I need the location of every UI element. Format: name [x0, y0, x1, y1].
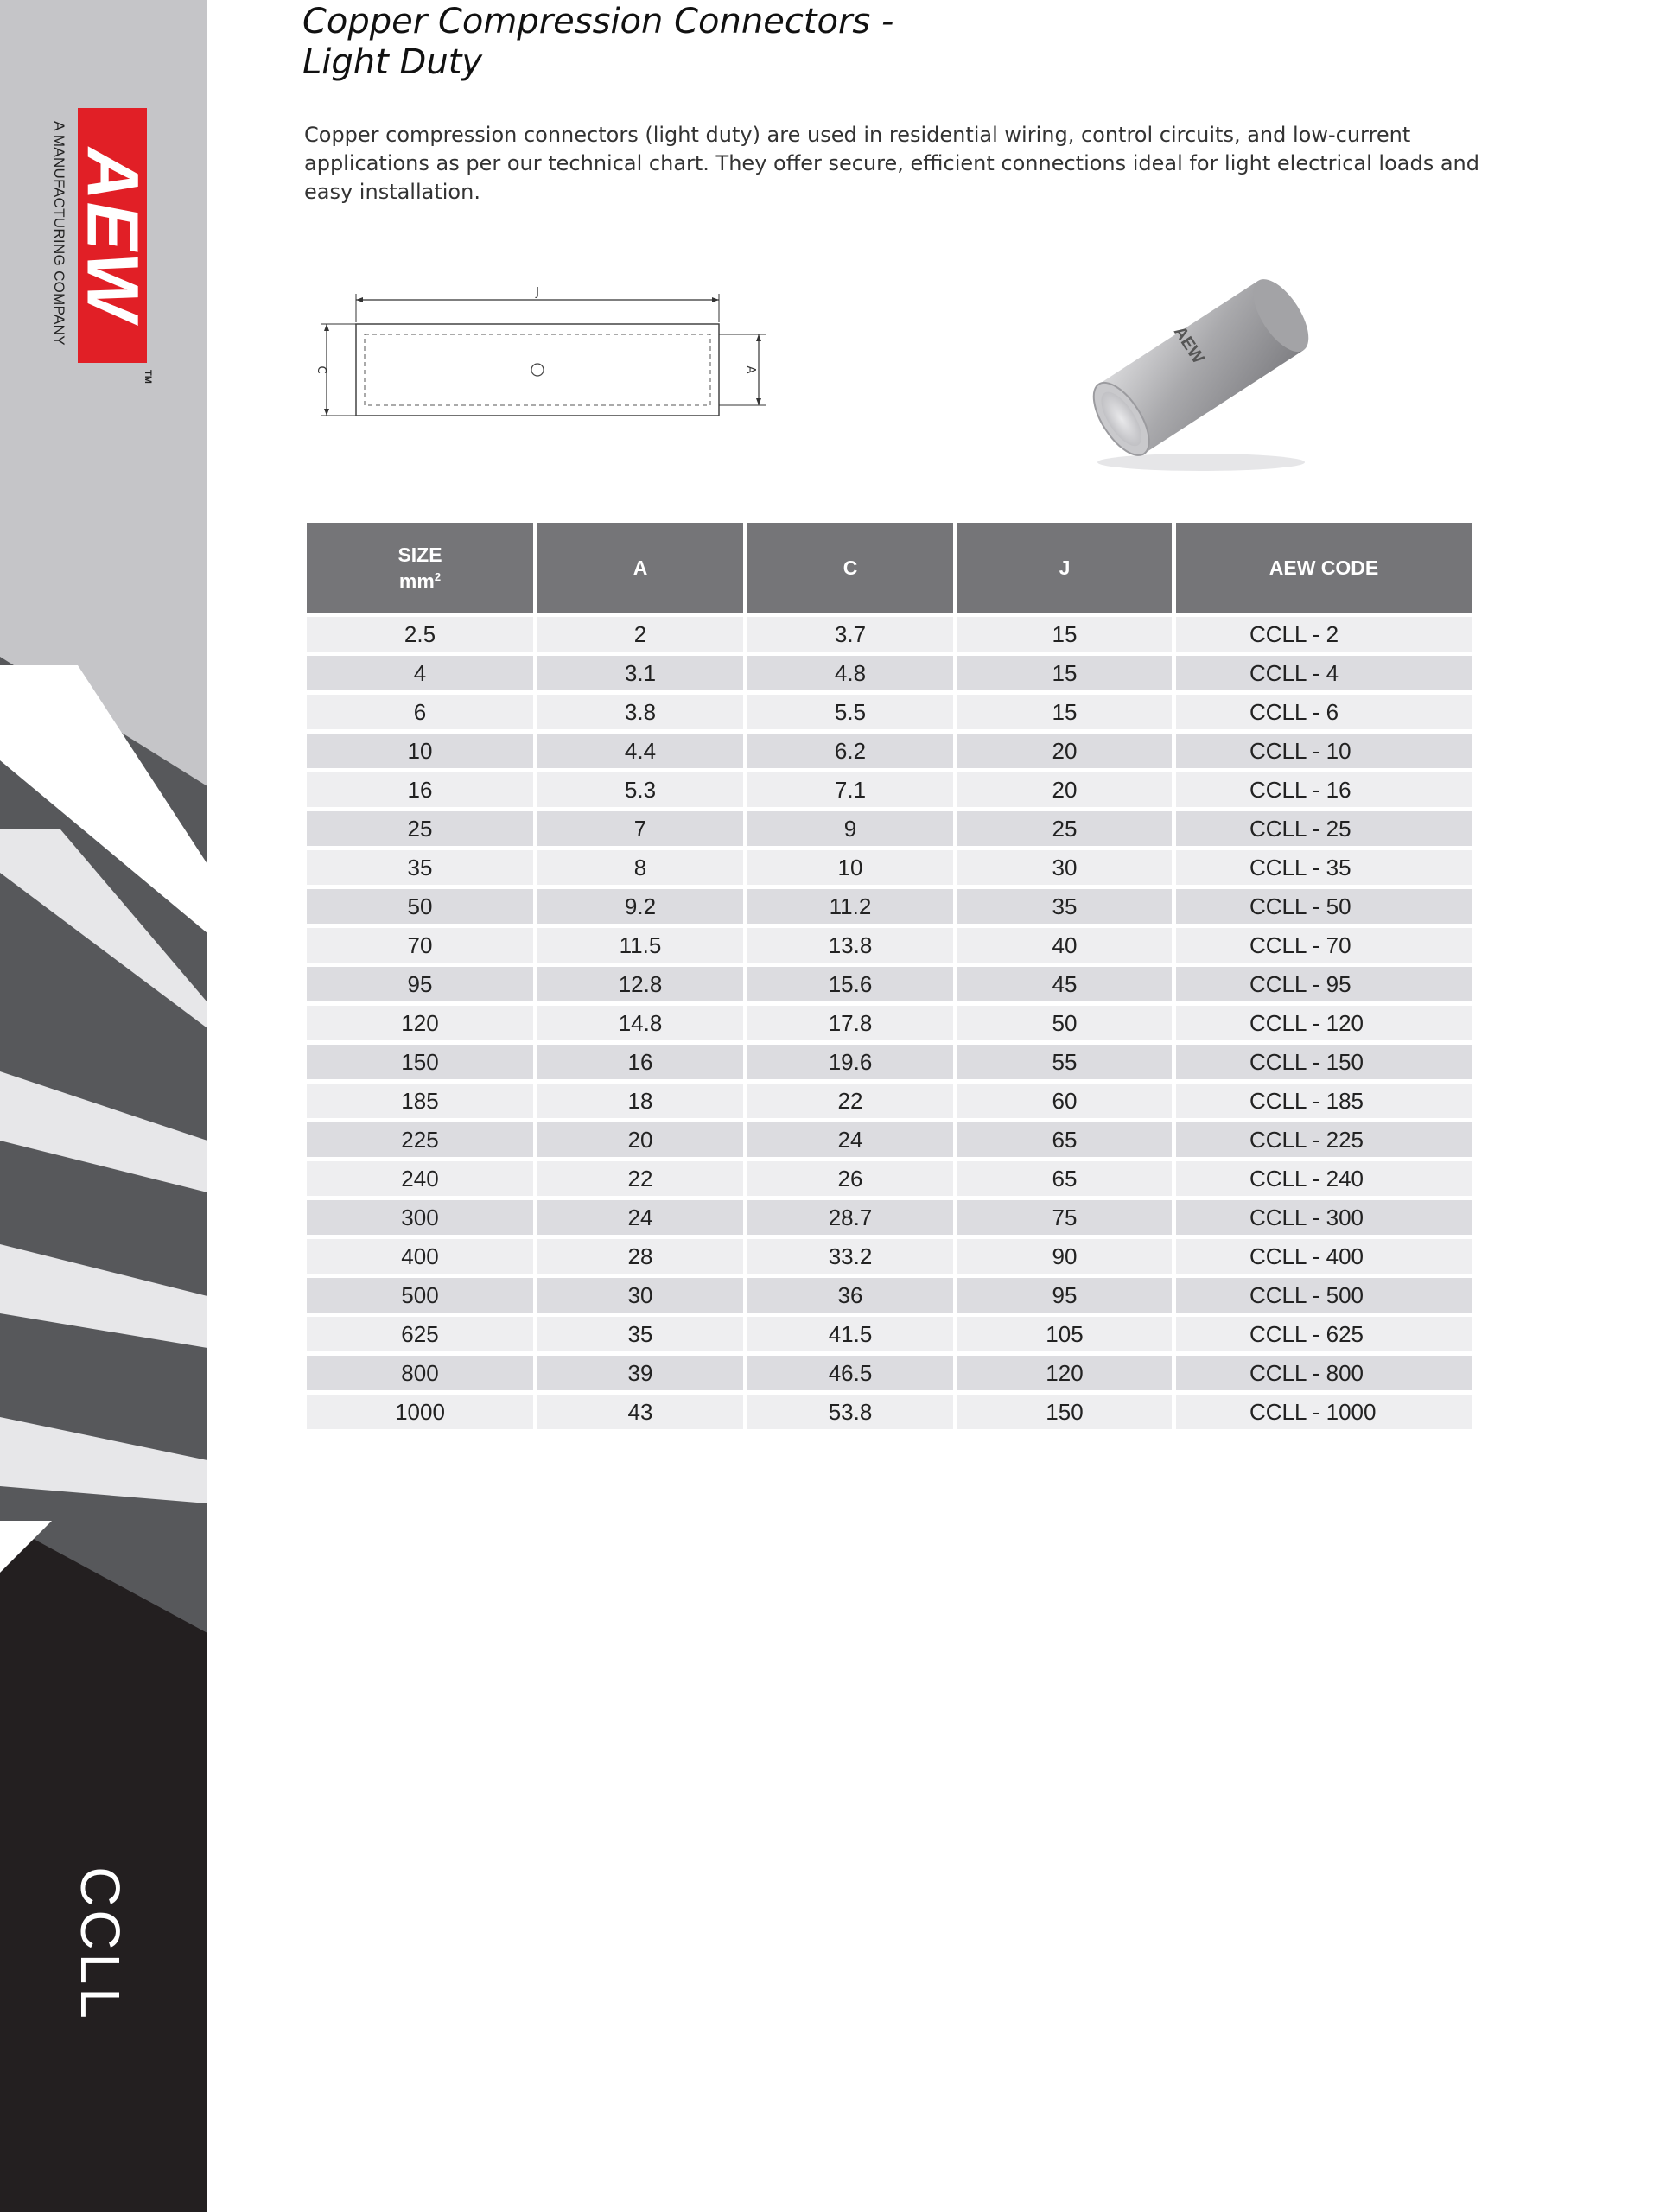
cell-c: 7.1	[747, 772, 953, 807]
cell-c: 15.6	[747, 967, 953, 1001]
cell-a: 3.1	[537, 656, 743, 690]
table-row	[307, 1045, 1472, 1079]
technical-drawing	[311, 281, 778, 432]
cell-size: 70	[307, 928, 533, 963]
cell-c: 41.5	[747, 1317, 953, 1351]
cell-code: CCLL - 10	[1176, 734, 1472, 768]
cell-c: 28.7	[747, 1200, 953, 1235]
dimension-label-c: C	[315, 365, 327, 374]
cell-a: 20	[537, 1122, 743, 1157]
header-size-unit: mm	[398, 569, 435, 593]
cell-size: 185	[307, 1084, 533, 1118]
cell-c: 46.5	[747, 1356, 953, 1390]
cell-a: 22	[537, 1161, 743, 1196]
cell-code: CCLL - 1000	[1176, 1395, 1472, 1429]
table-row	[307, 850, 1472, 885]
cell-size: 500	[307, 1278, 533, 1313]
cell-a: 24	[537, 1200, 743, 1235]
cell-c: 13.8	[747, 928, 953, 963]
header-a: A	[537, 523, 743, 613]
cell-code: CCLL - 120	[1176, 1006, 1472, 1040]
cell-code: CCLL - 400	[1176, 1239, 1472, 1274]
cell-j: 55	[957, 1045, 1172, 1079]
cell-size: 6	[307, 695, 533, 729]
table-row	[307, 1006, 1472, 1040]
cell-a: 12.8	[537, 967, 743, 1001]
specification-table	[302, 518, 1476, 1433]
cell-size: 4	[307, 656, 533, 690]
cell-c: 6.2	[747, 734, 953, 768]
cell-c: 53.8	[747, 1395, 953, 1429]
table-row	[307, 734, 1472, 768]
cell-code: CCLL - 25	[1176, 811, 1472, 846]
cell-code: CCLL - 70	[1176, 928, 1472, 963]
title-line-2: Light Duty	[302, 42, 483, 82]
cell-size: 120	[307, 1006, 533, 1040]
cell-c: 36	[747, 1278, 953, 1313]
table-row	[307, 1122, 1472, 1157]
cell-size: 240	[307, 1161, 533, 1196]
header-size	[307, 523, 533, 613]
cell-a: 16	[537, 1045, 743, 1079]
header-code: AEW CODE	[1176, 523, 1472, 613]
cell-j: 45	[957, 967, 1172, 1001]
cell-a: 2	[537, 617, 743, 652]
cell-a: 14.8	[537, 1006, 743, 1040]
cell-code: CCLL - 500	[1176, 1278, 1472, 1313]
cell-size: 16	[307, 772, 533, 807]
cell-j: 20	[957, 734, 1172, 768]
table-row	[307, 695, 1472, 729]
brand-sidebar	[0, 0, 207, 2212]
cell-size: 1000	[307, 1395, 533, 1429]
cell-c: 17.8	[747, 1006, 953, 1040]
cell-a: 5.3	[537, 772, 743, 807]
cell-j: 105	[957, 1317, 1172, 1351]
dimension-label-a: A	[744, 365, 757, 374]
cell-a: 35	[537, 1317, 743, 1351]
cell-j: 40	[957, 928, 1172, 963]
cell-code: CCLL - 800	[1176, 1356, 1472, 1390]
cell-a: 4.4	[537, 734, 743, 768]
cell-size: 800	[307, 1356, 533, 1390]
header-j: J	[957, 523, 1172, 613]
cell-j: 25	[957, 811, 1172, 846]
cell-c: 10	[747, 850, 953, 885]
cell-size: 50	[307, 889, 533, 924]
cell-a: 11.5	[537, 928, 743, 963]
cell-code: CCLL - 300	[1176, 1200, 1472, 1235]
cell-a: 8	[537, 850, 743, 885]
cell-c: 26	[747, 1161, 953, 1196]
title-line-1: Copper Compression Connectors -	[302, 2, 894, 41]
cell-c: 33.2	[747, 1239, 953, 1274]
cell-a: 30	[537, 1278, 743, 1313]
cell-size: 150	[307, 1045, 533, 1079]
cell-size: 25	[307, 811, 533, 846]
cell-size: 225	[307, 1122, 533, 1157]
cell-size: 35	[307, 850, 533, 885]
table-row	[307, 889, 1472, 924]
cell-code: CCLL - 185	[1176, 1084, 1472, 1118]
cell-size: 625	[307, 1317, 533, 1351]
cell-j: 75	[957, 1200, 1172, 1235]
cell-j: 50	[957, 1006, 1172, 1040]
cell-c: 22	[747, 1084, 953, 1118]
cell-a: 18	[537, 1084, 743, 1118]
connector-image	[1071, 246, 1365, 488]
cell-code: CCLL - 225	[1176, 1122, 1472, 1157]
table-row	[307, 772, 1472, 807]
cell-code: CCLL - 2	[1176, 617, 1472, 652]
cell-a: 7	[537, 811, 743, 846]
table-row	[307, 1278, 1472, 1313]
table-row	[307, 1200, 1472, 1235]
product-code: CCLL	[69, 1866, 131, 2022]
cell-c: 4.8	[747, 656, 953, 690]
table-header-row	[307, 523, 1472, 613]
cell-j: 35	[957, 889, 1172, 924]
cell-c: 3.7	[747, 617, 953, 652]
cell-code: CCLL - 6	[1176, 695, 1472, 729]
table-row	[307, 811, 1472, 846]
cell-c: 9	[747, 811, 953, 846]
table-row	[307, 928, 1472, 963]
cell-code: CCLL - 150	[1176, 1045, 1472, 1079]
cell-c: 24	[747, 1122, 953, 1157]
page-title	[302, 2, 1080, 83]
cell-j: 15	[957, 656, 1172, 690]
cell-size: 95	[307, 967, 533, 1001]
table-row	[307, 1239, 1472, 1274]
table-row	[307, 967, 1472, 1001]
cell-c: 19.6	[747, 1045, 953, 1079]
brand-logo-text: AEW	[72, 148, 154, 322]
table-row	[307, 1395, 1472, 1429]
cell-j: 20	[957, 772, 1172, 807]
cell-c: 5.5	[747, 695, 953, 729]
trademark-mark: TM	[142, 370, 153, 384]
cell-code: CCLL - 240	[1176, 1161, 1472, 1196]
brand-tagline: A MANUFACTURING COMPANY	[51, 121, 67, 346]
cell-a: 28	[537, 1239, 743, 1274]
cell-code: CCLL - 95	[1176, 967, 1472, 1001]
header-size-unit-sup: 2	[434, 569, 442, 583]
cell-j: 95	[957, 1278, 1172, 1313]
header-size-label: SIZE	[397, 543, 442, 566]
table-row	[307, 1317, 1472, 1351]
cell-c: 11.2	[747, 889, 953, 924]
cell-j: 60	[957, 1084, 1172, 1118]
table-row	[307, 617, 1472, 652]
table-row	[307, 1084, 1472, 1118]
cell-a: 9.2	[537, 889, 743, 924]
cell-j: 150	[957, 1395, 1172, 1429]
cell-j: 65	[957, 1161, 1172, 1196]
cell-size: 2.5	[307, 617, 533, 652]
cell-size: 400	[307, 1239, 533, 1274]
cell-a: 43	[537, 1395, 743, 1429]
table-row	[307, 1356, 1472, 1390]
cell-a: 3.8	[537, 695, 743, 729]
table-body	[307, 617, 1472, 1429]
cell-size: 10	[307, 734, 533, 768]
cell-code: CCLL - 16	[1176, 772, 1472, 807]
table-row	[307, 656, 1472, 690]
cell-code: CCLL - 50	[1176, 889, 1472, 924]
cell-j: 65	[957, 1122, 1172, 1157]
cell-j: 15	[957, 695, 1172, 729]
cell-a: 39	[537, 1356, 743, 1390]
cell-code: CCLL - 4	[1176, 656, 1472, 690]
cell-j: 120	[957, 1356, 1172, 1390]
cell-code: CCLL - 625	[1176, 1317, 1472, 1351]
connector-marking: AEW	[1169, 322, 1208, 367]
product-description: Copper compression connectors (light duty) are used in residential wiring, control circuits, and low-current applications as per our technical chart. They offer secure, efficient connections ideal for light electrical loads and easy installation.	[304, 123, 1479, 204]
cell-code: CCLL - 35	[1176, 850, 1472, 885]
cell-j: 30	[957, 850, 1172, 885]
cell-size: 300	[307, 1200, 533, 1235]
cell-j: 90	[957, 1239, 1172, 1274]
header-c: C	[747, 523, 953, 613]
cell-j: 15	[957, 617, 1172, 652]
table-row	[307, 1161, 1472, 1196]
dimension-label-j: J	[536, 286, 539, 299]
